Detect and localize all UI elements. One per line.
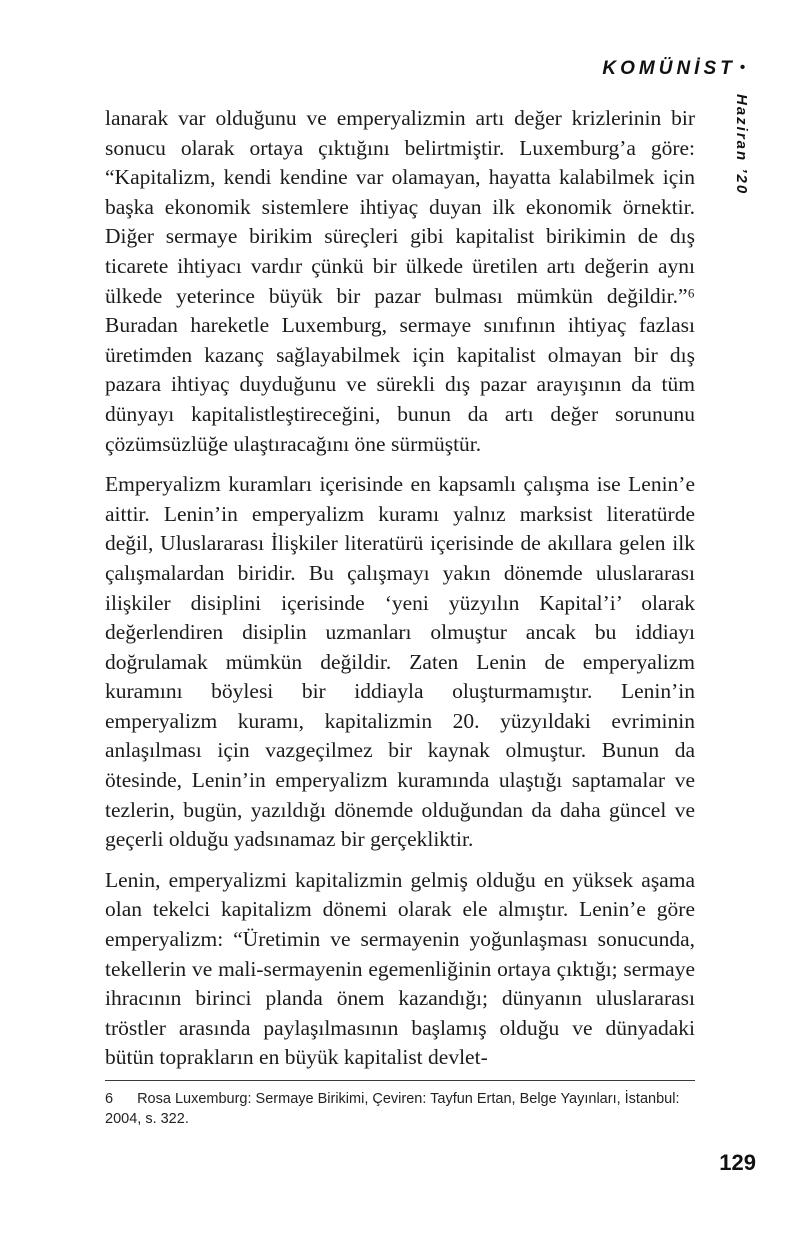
header-bullet-icon: • bbox=[739, 59, 745, 76]
page-header bbox=[602, 58, 745, 80]
footnote-text: Rosa Luxemburg: Sermaye Birikimi, Çeviren: Tayfun Ertan, Belge Yayınları, İstanbul: 2004, s. 322. bbox=[105, 1091, 680, 1127]
paragraph-3: Lenin, emperyalizmi kapitalizmin gelmiş olduğu en yüksek aşama olan tekelci kapitalizm dönemi olarak ele almıştır. Lenin’e göre emperyalizm: “Üretimin ve sermayenin yoğunlaşması sonucunda, tekellerin ve mali-sermayenin egemenliğinin ortaya çıktığı; sermaye ihracının birinci planda önem kazandığı; dünyanın uluslararası tröstler arasında paylaşılmasının başlamış olduğu ve dünyadaki bütün toprakların en büyük kapitalist devlet- bbox=[105, 867, 695, 1070]
footnote-marker: 6 bbox=[105, 1091, 114, 1107]
journal-title: KOMÜNİST bbox=[602, 58, 736, 79]
body-text bbox=[105, 104, 695, 1073]
footnote-area bbox=[105, 1080, 695, 1129]
paragraph-2: Emperyalizm kuramları içerisinde en kapsamlı çalışma ise Lenin’e aittir. Lenin’in emperyalizm kuramı yalnız marksist literatürde değil, Uluslararası İlişkiler literatürü içerisinde de akıllara gelen ilk çalışmalardan biridir. Bu çalışmayı yakın dönemde uluslararası ilişkiler disiplini içerisinde ‘yeni yüzyılın Kapital’i’ olarak değerlendiren disiplin uzmanları olmuştur ancak bu iddiayı doğrulamak mümkün değildir. Zaten Lenin de emperyalizm kuramını böylesi bir iddiayla oluşturmamıştır. Lenin’in emperyalizm kuramı, kapitalizmin 20. yüzyıldaki evriminin anlaşılması için vazgeçilmez bir kaynak olmuştur. Bunun da ötesinde, Lenin’in emperyalizm kuramında ulaştığı saptamalar ve tezlerin, bugün, yazıldığı dönemde olduğundan da daha güncel ve geçerli olduğu yadsınamaz bir gerçekliktir. bbox=[105, 472, 695, 852]
page-number: 129 bbox=[719, 1150, 756, 1175]
issue-date-vertical: Haziran ’20 bbox=[733, 94, 750, 196]
footnote-divider bbox=[105, 1080, 695, 1081]
paragraph-1: lanarak var olduğunu ve emperyalizmin artı değer krizlerinin bir sonucu olarak ortaya çıktığını belirtmiştir. Luxemburg’a göre: “Kapitalizm, kendi kendine var olamayan, hayatta kalabilmek için başka ekonomik sistemlere ihtiyaç duyan ilk ekonomik örnektir. Diğer sermaye birikim süreçleri gibi kapitalist birikimin de dış ticarete ihtiyacı vardır çünkü bir ülkede üretilen artı değerin aynı ülkede yeterince büyük bir pazar bulması mümkün değildir.”⁶ Buradan hareketle Luxemburg, sermaye sınıfının ihtiyaç fazlası üretimden kazanç sağlayabilmek için kapitalist olmayan bir dış pazara ihtiyaç duyduğunu ve sürekli dış pazar arayışının da tüm dünyayı kapitalistleştireceğini, bunun da artı değer sorununu çözümsüzlüğe ulaştıracağını öne sürmüştür. bbox=[105, 106, 695, 456]
footnote bbox=[105, 1089, 695, 1129]
